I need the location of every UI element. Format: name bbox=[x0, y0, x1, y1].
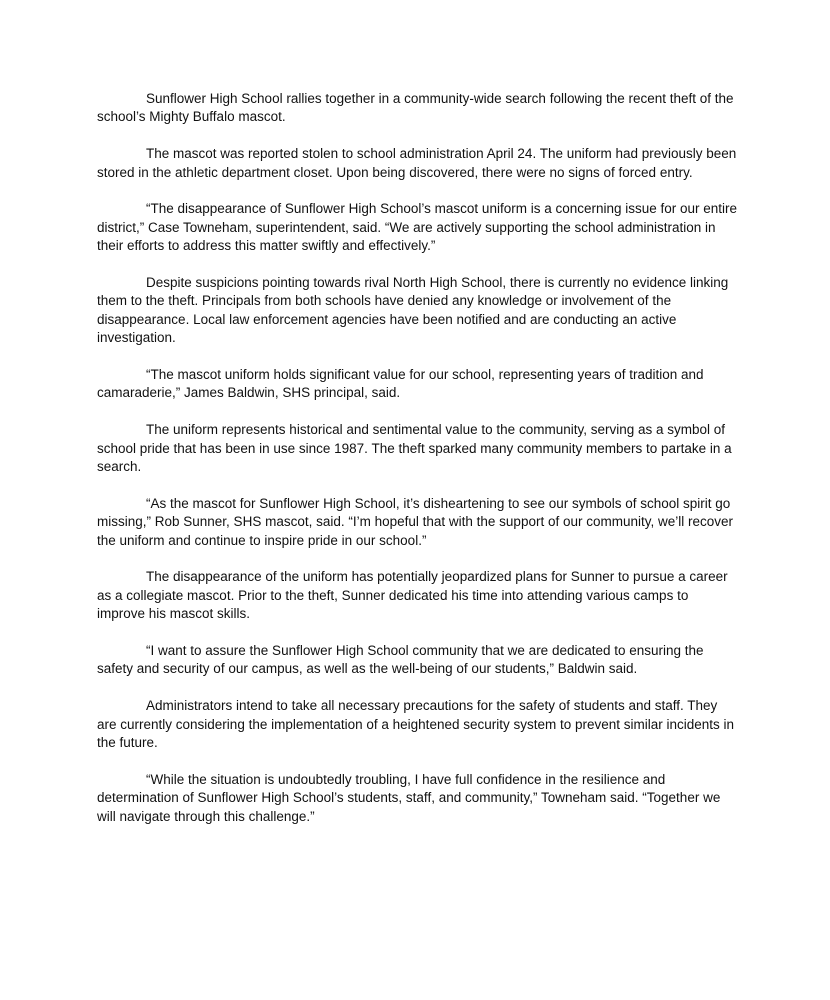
paragraph-principal-quote: “The mascot uniform holds significant value for our school, representing years of tradition and camaraderie,” James Baldwin, SHS principal, said. bbox=[97, 367, 704, 401]
article-body bbox=[97, 90, 739, 844]
paragraph-principal-assurance: “I want to assure the Sunflower High School community that we are dedicated to ensuring the safety and security of our campus, as well as the well-being of our students,” Baldwin said. bbox=[97, 643, 704, 677]
paragraph-lede: Sunflower High School rallies together in a community-wide search following the recent theft of the school’s Mighty Buffalo mascot. bbox=[97, 91, 734, 125]
paragraph-history: The uniform represents historical and sentimental value to the community, serving as a symbol of school pride that has been in use since 1987. The theft sparked many community members to partake in a search. bbox=[97, 422, 732, 475]
paragraph-investigation: Despite suspicions pointing towards rival North High School, there is currently no evidence linking them to the theft. Principals from both schools have denied any knowledge or involvement of the disappearance. Local law enforcement agencies have been notified and are conducting an active investigation. bbox=[97, 275, 729, 346]
paragraph-superintendent-quote: “The disappearance of Sunflower High School’s mascot uniform is a concerning issue for our entire district,” Case Towneham, superintendent, said. “We are actively supporting the school administration in their efforts to address this matter swiftly and effectively.” bbox=[97, 201, 738, 254]
paragraph-report: The mascot was reported stolen to school administration April 24. The uniform had previously been stored in the athletic department closet. Upon being discovered, there were no signs of forced entry. bbox=[97, 146, 737, 180]
paragraph-career-impact: The disappearance of the uniform has potentially jeopardized plans for Sunner to pursue a career as a collegiate mascot. Prior to the theft, Sunner dedicated his time into attending various camps to improve his mascot skills. bbox=[97, 569, 728, 622]
paragraph-security-plans: Administrators intend to take all necessary precautions for the safety of students and staff. They are currently considering the implementation of a heightened security system to prevent similar incidents in the future. bbox=[97, 698, 735, 751]
paragraph-mascot-quote: “As the mascot for Sunflower High School, it’s disheartening to see our symbols of school spirit go missing,” Rob Sunner, SHS mascot, said. “I’m hopeful that with the support of our community, we’ll recover the uniform and continue to inspire pride in our school.” bbox=[97, 495, 734, 548]
paragraph-closing-quote: “While the situation is undoubtedly troubling, I have full confidence in the resilience and determination of Sunflower High School’s students, staff, and community,” Towneham said. “Together we will navigate through this challenge.” bbox=[97, 771, 721, 824]
